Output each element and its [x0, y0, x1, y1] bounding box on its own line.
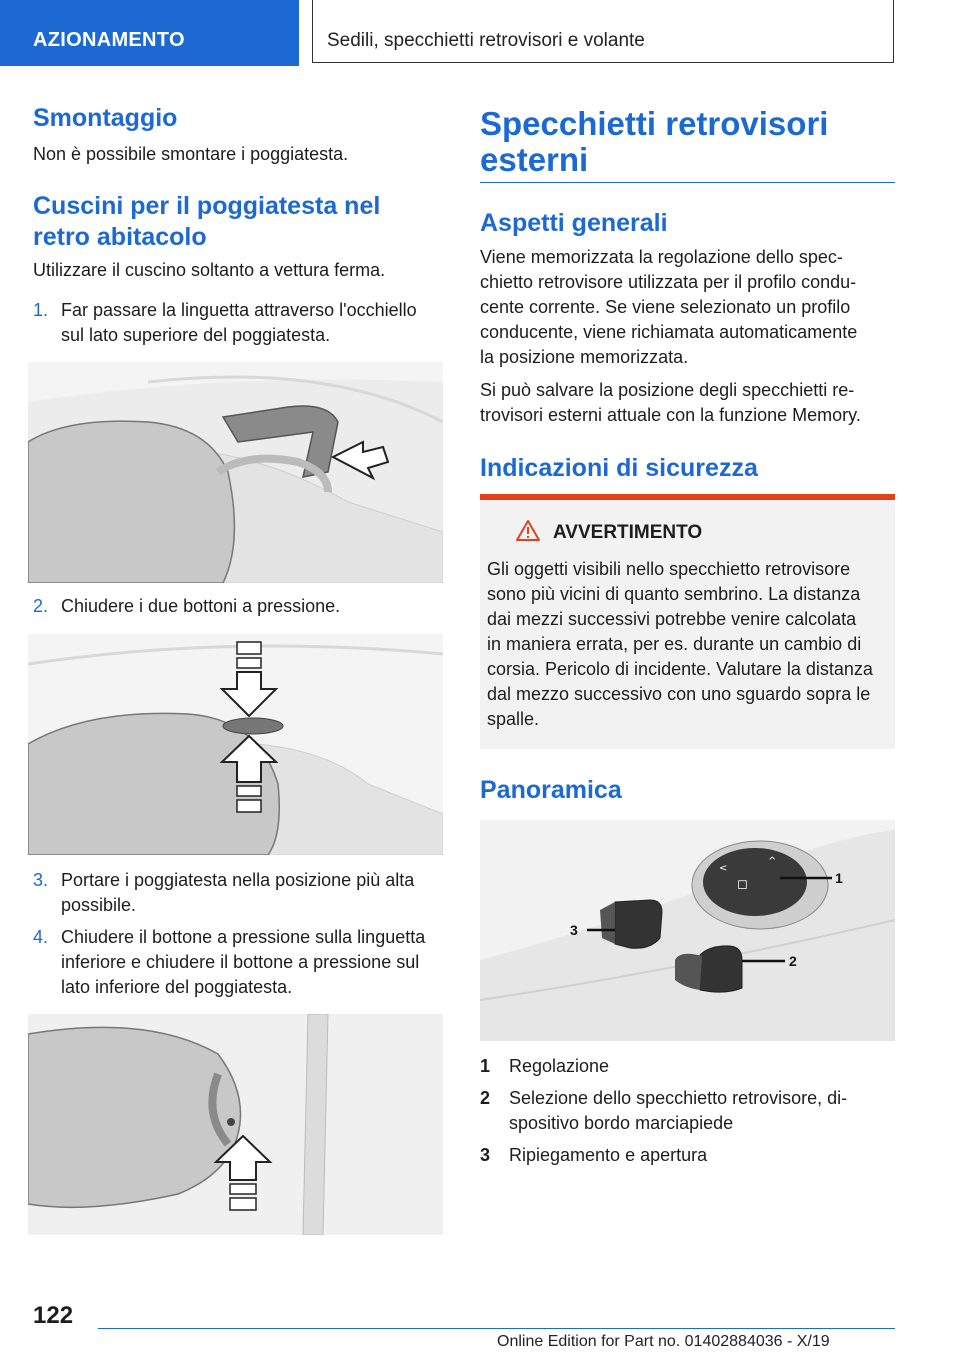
step-text: Far passare la linguetta attraverso l'occhiello [61, 300, 417, 320]
title-rule [480, 182, 895, 183]
step-number: 4. [33, 927, 49, 947]
legend-number: 3 [480, 1145, 491, 1165]
text-line: spalle. [487, 709, 540, 729]
text-line: chietto retrovisore utilizzata per il profilo condu- [480, 272, 857, 292]
cuscini-text: Utilizzare il cuscino soltanto a vettura ferma. [33, 260, 386, 280]
text-line: Si può salvare la posizione degli specchietti re- [480, 380, 855, 400]
chapter-tab [312, 0, 894, 63]
footer-edition: Online Edition for Part no. 01402884036 - X/19 [497, 1333, 830, 1350]
cuscini-heading-1: Cuscini per il poggiatesta nel [33, 192, 381, 220]
step-text: Chiudere i due bottoni a pressione. [61, 596, 341, 616]
text-line: conducente, viene richiamata automaticamente [480, 322, 858, 342]
step-text: Portare i poggiatesta nella posizione più alta [61, 870, 415, 890]
main-title-2: esterni [480, 141, 589, 178]
cuscini-heading-2: retro abitacolo [33, 223, 207, 251]
step-text: Chiudere il bottone a pressione sulla linguetta [61, 927, 426, 947]
panoramica-heading: Panoramica [480, 776, 622, 804]
footer-rule [98, 1328, 895, 1329]
text-line: trovisori esterni attuale con la funzione Memory. [480, 405, 861, 425]
press-buttons-figure [28, 634, 443, 855]
sicurezza-heading: Indicazioni di sicurezza [480, 454, 758, 482]
step-text: inferiore e chiudere il bottone a pressione sul [61, 952, 420, 972]
step-number: 2. [33, 596, 49, 616]
text-line: dai mezzi successivi potrebbe venire calcolata [487, 609, 857, 629]
smontaggio-text: Non è possibile smontare i poggiatesta. [33, 144, 349, 164]
lower-button-figure [28, 1014, 443, 1235]
section-label: AZIONAMENTO [33, 29, 185, 51]
text-line: sono più vicini di quanto sembrino. La distanza [487, 584, 861, 604]
step-number: 1. [33, 300, 49, 320]
text-line: cente corrente. Se viene selezionato un profilo [480, 297, 851, 317]
legend-text: Regolazione [509, 1056, 610, 1076]
section-tab [0, 0, 299, 66]
chapter-label: Sedili, specchietti retrovisori e volante [327, 30, 645, 51]
legend-text: spositivo bordo marciapiede [509, 1113, 734, 1133]
step-text: possibile. [61, 895, 137, 915]
legend-text: Selezione dello specchietto retrovisore, di- [509, 1088, 848, 1108]
step-text: sul lato superiore del poggiatesta. [61, 325, 331, 345]
text-line: corsia. Pericolo di incidente. Valutare la distanza [487, 659, 873, 679]
smontaggio-heading: Smontaggio [33, 104, 178, 132]
text-line: la posizione memorizzata. [480, 347, 689, 367]
callout-1: 1 [835, 870, 843, 886]
warning-title: AVVERTIMENTO [553, 522, 703, 543]
mirror-controls-figure [480, 820, 895, 1041]
main-title-1: Specchietti retrovisori [480, 105, 829, 142]
callout-3: 3 [570, 922, 578, 938]
text-line: Gli oggetti visibili nello specchietto retrovisore [487, 559, 851, 579]
svg-text:◻: ◻ [737, 877, 748, 892]
step-number: 3. [33, 870, 49, 890]
text-line: Viene memorizzata la regolazione dello spec- [480, 247, 843, 267]
callout-2: 2 [789, 953, 797, 969]
legend-text: Ripiegamento e apertura [509, 1145, 708, 1165]
text-line: dal mezzo successivo con uno sguardo sopra le [487, 684, 871, 704]
svg-text:<: < [719, 863, 728, 874]
aspetti-heading: Aspetti generali [480, 209, 668, 237]
step-text: lato inferiore del poggiatesta. [61, 977, 293, 997]
legend-number: 1 [480, 1056, 491, 1076]
warning-triangle-icon [515, 519, 541, 542]
headrest-loop-figure [28, 362, 443, 583]
svg-text:^: ^ [768, 856, 777, 867]
text-line: in maniera errata, per es. durante un cambio di [487, 634, 862, 654]
legend-number: 2 [480, 1088, 491, 1108]
page-number: 122 [33, 1302, 74, 1329]
